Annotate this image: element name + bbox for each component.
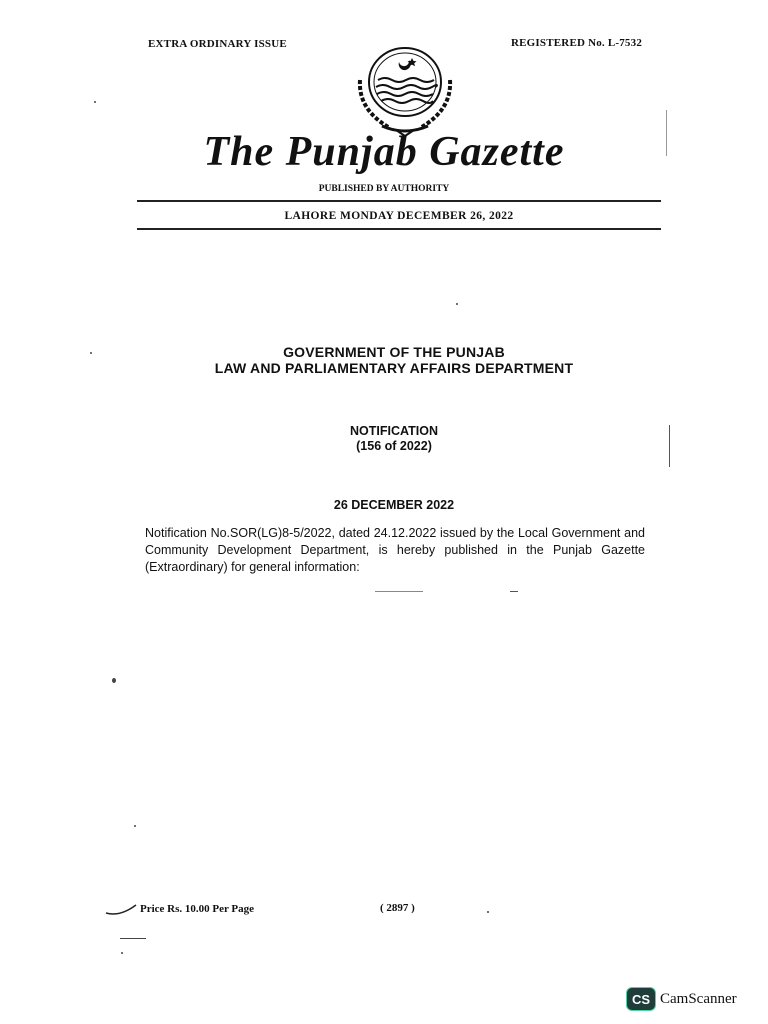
scan-edge-mark	[666, 110, 667, 156]
camscanner-logo-icon: CS	[626, 987, 656, 1011]
scan-speck	[94, 101, 96, 103]
scan-dash-mark	[375, 591, 423, 592]
notification-body: Notification No.SOR(LG)8-5/2022, dated 24.12.2022 issued by the Local Government and Community Development Department, is hereby published in the Punjab Gazette (Extraordinary) for general information:	[145, 526, 645, 574]
header-rule-bottom	[137, 228, 661, 230]
notification-number: (156 of 2022)	[356, 439, 432, 453]
scan-dash-mark	[510, 591, 518, 592]
scan-speck	[487, 911, 489, 913]
camscanner-label: CamScanner	[660, 990, 737, 1007]
header-rule-top	[137, 200, 661, 202]
scan-speck	[121, 952, 123, 954]
issue-type-label: EXTRA ORDINARY ISSUE	[148, 38, 287, 50]
published-by-label: PUBLISHED BY AUTHORITY	[318, 184, 450, 194]
scan-speck	[134, 825, 136, 827]
notification-title: NOTIFICATION	[350, 424, 438, 438]
scan-speck	[456, 303, 458, 305]
scan-edge-mark	[669, 425, 670, 467]
dateline: LAHORE MONDAY DECEMBER 26, 2022	[284, 210, 514, 222]
scan-dash-mark	[120, 938, 146, 939]
notification-date: 26 DECEMBER 2022	[333, 498, 455, 512]
punjab-emblem-icon	[352, 40, 458, 140]
scan-scribble-mark	[104, 903, 140, 917]
registration-number: REGISTERED No. L-7532	[511, 37, 643, 49]
gazette-masthead: The Punjab Gazette	[203, 129, 565, 175]
scan-speck	[112, 678, 116, 683]
camscanner-watermark	[626, 987, 737, 1011]
department-heading: LAW AND PARLIAMENTARY AFFAIRS DEPARTMENT	[214, 360, 574, 376]
page-number: ( 2897 )	[380, 902, 415, 914]
government-heading: GOVERNMENT OF THE PUNJAB	[283, 344, 505, 360]
scan-speck	[90, 352, 92, 354]
price-per-page: Price Rs. 10.00 Per Page	[140, 903, 255, 915]
